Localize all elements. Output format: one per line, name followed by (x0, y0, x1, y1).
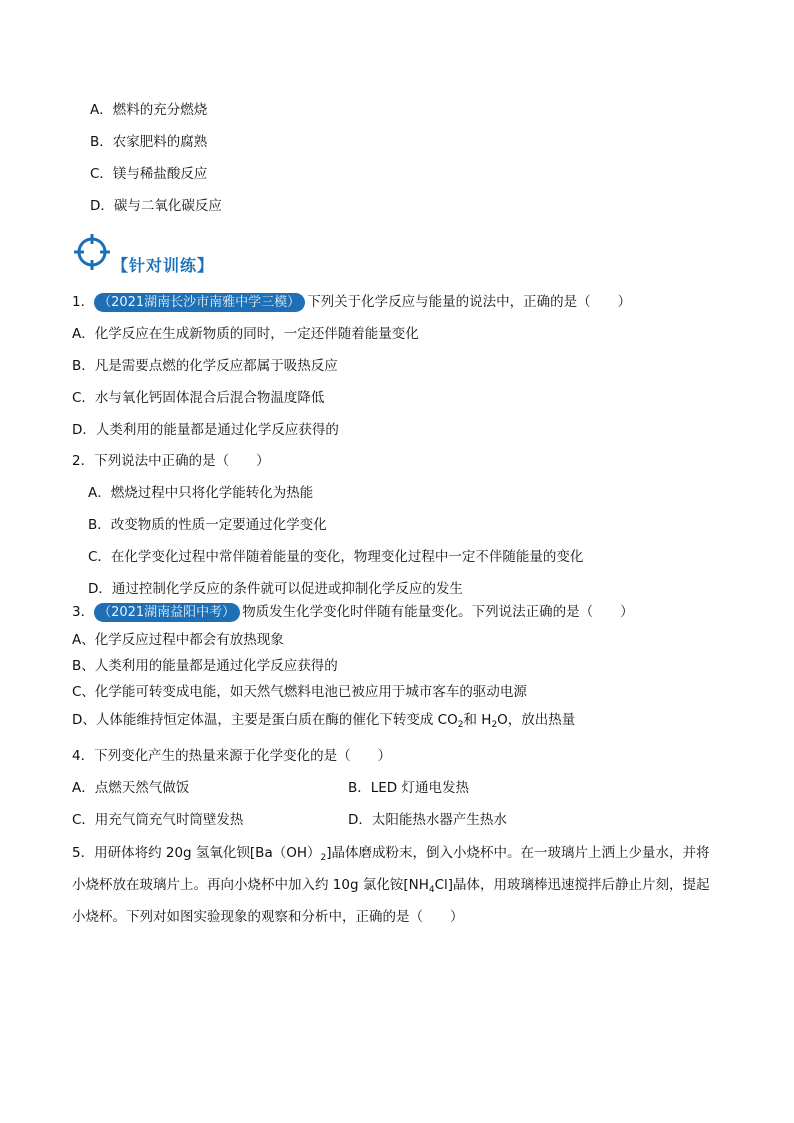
q1-option-b: B．凡是需要点燃的化学反应都属于吸热反应 (72, 358, 338, 374)
question-stem: 下列关于化学反应与能量的说法中，正确的是（ ） (307, 294, 632, 310)
option-c: C．镁与稀盐酸反应 (90, 166, 208, 182)
q4-option-d: D．太阳能热水器产生热水 (348, 812, 507, 828)
q3-option-a: A、化学反应过程中都会有放热现象 (72, 632, 284, 648)
source-tag: （2021湖南益阳中考） (94, 603, 240, 622)
question-1 (72, 292, 631, 312)
option-b: B．农家肥料的腐熟 (90, 134, 208, 150)
q1-option-a: A．化学反应在生成新物质的同时，一定还伴随着能量变化 (72, 326, 419, 342)
question-5-line-2: 小烧杯放在玻璃片上。再向小烧杯中加入约 10g 氯化铵$[NH_4Cl]$晶体，用玻璃棒迅速搅拌后静止片刻，提起 (72, 877, 710, 895)
q2-option-b: B．改变物质的性质一定要通过化学变化 (88, 517, 327, 533)
crosshair-target-icon (72, 232, 112, 272)
q3-option-d: D、人体能维持恒定体温，主要是蛋白质在酶的催化下转变成 $CO_2$和 $H_2O$，放出热量 (72, 712, 576, 730)
q3-option-c: C、化学能可转变成电能，如天然气燃料电池已被应用于城市客车的驱动电源 (72, 684, 527, 700)
option-d: D．碳与二氧化碳反应 (90, 198, 222, 214)
question-stem: 物质发生化学变化时伴随有能量变化。下列说法正确的是（ ） (242, 604, 634, 620)
q1-option-d: D．人类利用的能量都是通过化学反应获得的 (72, 422, 339, 438)
question-5-line-1: 5．用研体将约 20g 氢氧化钡$[Ba(OH)_2]$晶体磨成粉末，倒入小烧杯中。在一玻璃片上洒上少量水，并将 (72, 845, 710, 863)
q4-option-b: B．LED 灯通电发热 (348, 780, 469, 796)
q4-option-c: C．用充气筒充气时筒壁发热 (72, 812, 244, 828)
q3-option-b: B、人类利用的能量都是通过化学反应获得的 (72, 658, 338, 674)
q2-option-a: A．燃烧过程中只将化学能转化为热能 (88, 485, 314, 501)
q1-option-c: C．水与氧化钙固体混合后混合物温度降低 (72, 390, 325, 406)
question-3 (72, 602, 634, 622)
question-5-line-3: 小烧杯。下列对如图实验现象的观察和分析中，正确的是（ ） (72, 909, 464, 925)
question-2: 2．下列说法中正确的是（ ） (72, 453, 270, 469)
q2-option-d: D．通过控制化学反应的条件就可以促进或抑制化学反应的发生 (88, 581, 463, 597)
q4-option-a: A．点燃天然气做饭 (72, 780, 190, 796)
q2-option-c: C．在化学变化过程中常伴随着能量的变化，物理变化过程中一定不伴随能量的变化 (88, 549, 584, 565)
option-a: A．燃料的充分燃烧 (90, 102, 208, 118)
question-number: 3． (72, 604, 95, 620)
section-title: 【针对训练】 (112, 256, 215, 275)
question-number: 1． (72, 294, 95, 310)
question-4: 4．下列变化产生的热量来源于化学变化的是（ ） (72, 748, 392, 764)
source-tag: （2021湖南长沙市南雅中学三模） (94, 293, 305, 312)
